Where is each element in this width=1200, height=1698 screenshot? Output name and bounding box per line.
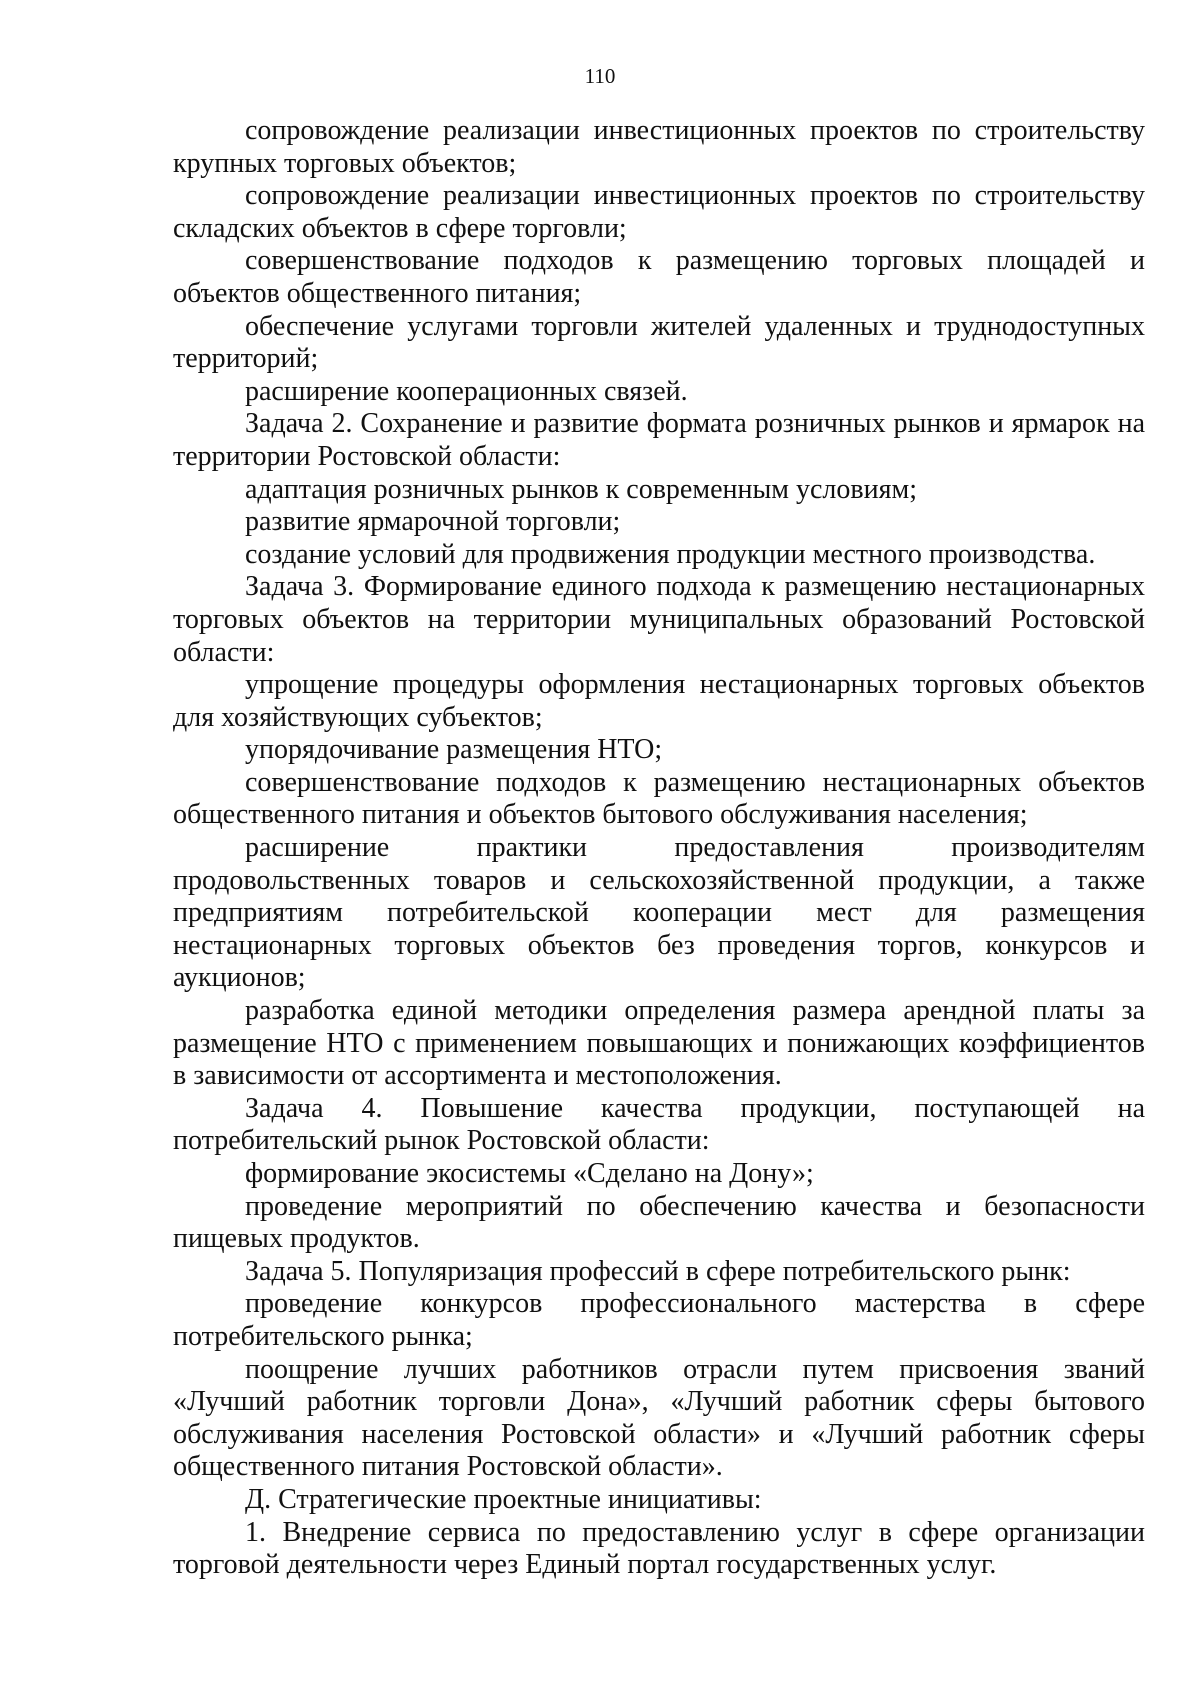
task-heading: Задача 4. Повышение качества продукции, поступающей на потребительский рынок Ростовской области: [173, 1092, 1145, 1157]
task-heading: Задача 2. Сохранение и развитие формата розничных рынков и ярмарок на территории Ростовской области: [173, 408, 1145, 472]
paragraph: упорядочивание размещения НТО; [245, 734, 663, 766]
paragraph: проведение конкурсов профессионального мастерства в сфере потребительского рынка; [173, 1288, 1145, 1352]
paragraph: совершенствование подходов к размещению нестационарных объектов общественного питания и объектов бытового обслуживания населения; [173, 766, 1145, 831]
task-heading: Задача 3. Формирование единого подхода к размещению нестационарных торговых объектов на территории муниципальных образований Ростовской области: [173, 571, 1145, 668]
paragraph: проведение мероприятий по обеспечению качества и безопасности пищевых продуктов. [173, 1190, 1145, 1255]
paragraph: сопровождение реализации инвестиционных проектов по строительству складских объектов в сфере торговли; [173, 180, 1145, 244]
paragraph: упрощение процедуры оформления нестационарных торговых объектов для хозяйствующих субъектов; [173, 669, 1145, 733]
task-heading: Задача 5. Популяризация профессий в сфере потребительского рынк: [245, 1255, 1071, 1287]
paragraph: создание условий для продвижения продукции местного производства. [245, 538, 1096, 570]
paragraph: развитие ярмарочной торговли; [245, 506, 621, 538]
section-heading: Д. Стратегические проектные инициативы: [245, 1483, 762, 1515]
paragraph: совершенствование подходов к размещению торговых площадей и объектов общественного питания; [173, 245, 1145, 309]
paragraph: разработка единой методики определения размера арендной платы за размещение НТО с применением повышающих и понижающих коэффициентов в зависимости от ассортимента и местоположения. [173, 995, 1145, 1092]
paragraph: формирование экосистемы «Сделано на Дону»; [245, 1158, 814, 1189]
paragraph: расширение практики предоставления производителям продовольственных товаров и сельскохозяйственной продукции, а также предприятиям потребительской кооперации мест для размещения нестационарных торговых объектов без проведения торгов, конкурсов и аукционов; [173, 832, 1145, 994]
paragraph: адаптация розничных рынков к современным условиям; [245, 473, 917, 505]
paragraph: поощрение лучших работников отрасли путем присвоения званий «Лучший работник торговли Дона», «Лучший работник сферы бытового обслуживания населения Ростовской области» и «Лучший работник сферы общественного питания Ростовской области». [173, 1353, 1145, 1483]
paragraph: обеспечение услугами торговли жителей удаленных и труднодоступных территорий; [173, 310, 1145, 375]
paragraph: расширение кооперационных связей. [245, 375, 688, 407]
page-number: 110 [584, 64, 616, 88]
document-body [173, 115, 1145, 1582]
initiative-item: 1. Внедрение сервиса по предоставлению услуг в сфере организации торговой деятельности через Единый портал государственных услуг. [173, 1516, 1145, 1581]
paragraph: сопровождение реализации инвестиционных проектов по строительству крупных торговых объектов; [173, 115, 1145, 179]
